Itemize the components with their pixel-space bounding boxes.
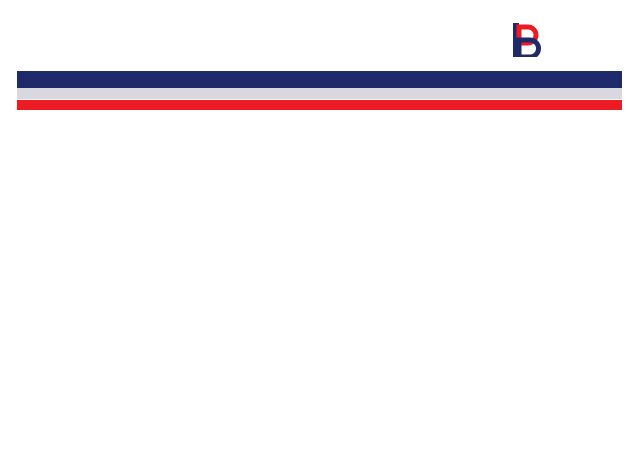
column-header-charges	[170, 100, 338, 110]
subheader-left	[17, 88, 405, 99]
subheader-band	[17, 88, 622, 99]
account-title	[17, 71, 622, 88]
subheader-right	[405, 88, 622, 99]
rbl-logo-mark-icon	[511, 23, 543, 57]
rbl-bank-logo	[511, 21, 633, 67]
column-header-in-person-kyc	[475, 100, 622, 110]
charges-table	[17, 71, 622, 110]
column-header-features	[17, 100, 170, 110]
column-header-row	[17, 100, 622, 110]
column-header-otp-kyc	[338, 100, 475, 110]
